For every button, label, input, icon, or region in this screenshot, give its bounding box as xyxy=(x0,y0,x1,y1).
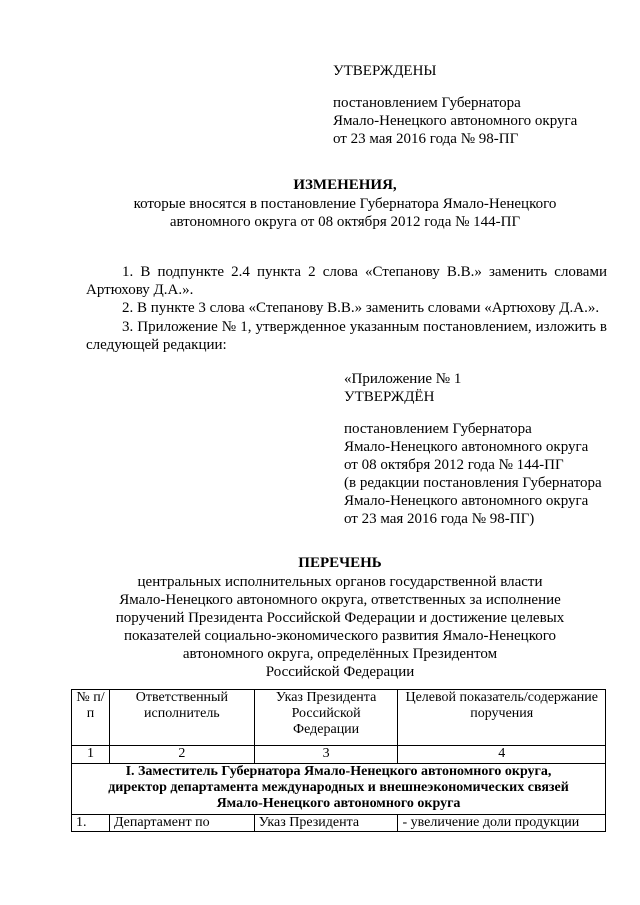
appendix-line: от 08 октября 2012 года № 144-ПГ xyxy=(344,457,564,473)
section-title xyxy=(72,764,606,815)
approval-line: Ямало-Ненецкого автономного округа xyxy=(333,113,578,129)
list-subtitle-line: Российской Федерации xyxy=(265,664,415,680)
section-line: I. Заместитель Губернатора Ямало-Ненецкого автономного округа, xyxy=(125,764,552,779)
section-line: директор департамента международных и внешнеэкономических связей xyxy=(108,780,569,795)
header-target: Целевой показатель/содержание поручения xyxy=(398,690,606,746)
table-cell: 1. xyxy=(72,815,110,832)
appendix-line: «Приложение № 1 xyxy=(344,371,462,387)
appendix-line: постановлением Губернатора xyxy=(344,421,532,437)
changes-subtitle-line: которые вносятся в постановление Губернатора Ямало-Ненецкого xyxy=(133,196,557,212)
column-number: 3 xyxy=(254,746,398,764)
item-2: 2. В пункте 3 слова «Степанову В.В.» заменить словами «Артюхову Д.А.». xyxy=(122,300,600,316)
responsibility-table xyxy=(71,689,606,832)
list-subtitle-line: центральных исполнительных органов государственной власти xyxy=(137,574,543,590)
column-number: 4 xyxy=(398,746,606,764)
appendix-line: УТВЕРЖДЁН xyxy=(344,389,435,405)
table-section-row xyxy=(72,764,606,815)
column-number: 1 xyxy=(72,746,110,764)
appendix-line: от 23 мая 2016 года № 98-ПГ) xyxy=(344,511,535,527)
appendix-line: Ямало-Ненецкого автономного округа xyxy=(344,493,589,509)
item-1: 1. В подпункте 2.4 пункта 2 слова «Степанову В.В.» заменить словами Артюхову Д.А.». xyxy=(86,264,607,298)
approval-title: УТВЕРЖДЕНЫ xyxy=(333,63,437,79)
changes-subtitle-line: автономного округа от 08 октября 2012 года № 144-ПГ xyxy=(169,214,521,230)
changes-title: ИЗМЕНЕНИЯ, xyxy=(293,177,397,193)
column-number: 2 xyxy=(109,746,254,764)
list-subtitle-line: Ямало-Ненецкого автономного округа, ответственных за исполнение xyxy=(119,592,561,608)
section-line: Ямало-Ненецкого автономного округа xyxy=(216,796,461,811)
table-numbering-row xyxy=(72,746,606,764)
table-row xyxy=(72,815,606,832)
table-cell: Указ Президента xyxy=(254,815,398,832)
header-decree: Указ Президента Российской Федерации xyxy=(254,690,398,746)
appendix-line: Ямало-Ненецкого автономного округа xyxy=(344,439,589,455)
list-subtitle-line: автономного округа, определённых Президентом xyxy=(182,646,498,662)
approval-line: постановлением Губернатора xyxy=(333,95,521,111)
table-header-row xyxy=(72,690,606,746)
appendix-line: (в редакции постановления Губернатора xyxy=(344,475,602,491)
approval-line: от 23 мая 2016 года № 98-ПГ xyxy=(333,131,519,147)
item-3: 3. Приложение № 1, утвержденное указанным постановлением, изложить в следующей редакции: xyxy=(86,319,607,353)
table-cell: - увеличение доли продукции xyxy=(398,815,606,832)
list-subtitle-line: показателей социально-экономического развития Ямало-Ненецкого xyxy=(123,628,557,644)
header-executor: Ответственный исполнитель xyxy=(109,690,254,746)
table-cell: Департамент по xyxy=(109,815,254,832)
list-title: ПЕРЕЧЕНЬ xyxy=(298,555,382,571)
header-number: № п/п xyxy=(72,690,110,746)
list-subtitle-line: поручений Президента Российской Федерации и достижение целевых xyxy=(115,610,565,626)
